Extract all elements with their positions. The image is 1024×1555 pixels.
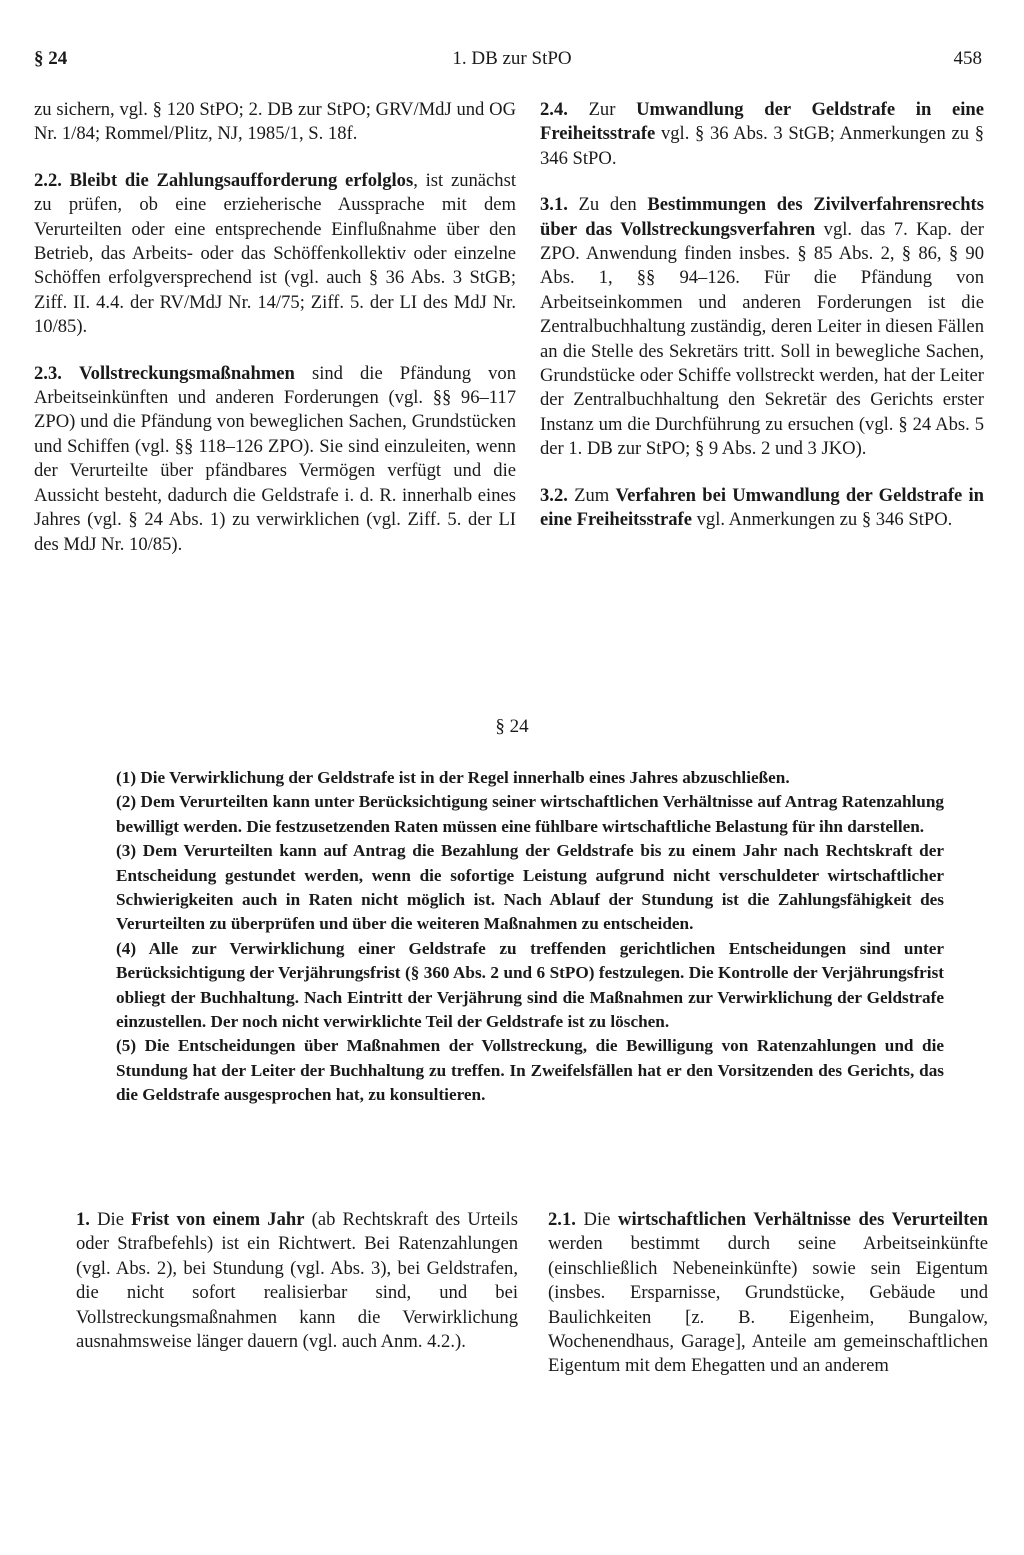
emphasis: Frist von einem Jahr xyxy=(131,1209,305,1230)
commentary-bottom-left xyxy=(76,1208,518,1376)
law-clause: (1) Die Verwirklichung der Geldstrafe ist in der Regel innerhalb eines Jahres abzuschließen. xyxy=(116,768,790,787)
law-text xyxy=(116,766,944,1108)
emphasis: Vollstreckungsmaßnahmen xyxy=(78,362,295,384)
para-number: 3.1. xyxy=(540,194,568,216)
emphasis: Bleibt die Zahlungsaufforderung erfolglos xyxy=(69,169,414,191)
law-clause: (5) Die Entscheidungen über Maßnahmen der Vollstreckung, die Bewilligung von Ratenzahlungen und die Stundung hat der Leiter der Buchhaltung zu treffen. In Zweifelsfällen hat er den Vorsitzenden des Gerichts, das die Geldstrafe ausgesprochen hat, zu konsultieren. xyxy=(116,1036,944,1105)
emphasis: wirtschaftlichen Verhältnisse des Verurteilten xyxy=(618,1209,988,1230)
paragraph xyxy=(34,169,516,340)
header-title: 1. DB zur StPO xyxy=(452,48,572,69)
law-clause: (4) Alle zur Verwirklichung einer Geldstrafe zu treffenden gerichtlichen Entscheidungen sind unter Berücksichtigung der Verjährungsfrist (§ 360 Abs. 2 und 6 StPO) festzulegen. Die Kontrolle der Verjährungsfrist obliegt der Buchhaltung. Nach Eintritt der Verjährung sind die Maßnahmen zur Verwirklichung der Geldstrafe einzustellen. Der noch nicht verwirklichte Teil der Geldstrafe ist zu löschen. xyxy=(116,938,944,1032)
para-text: werden bestimmt durch seine Arbeitseinkünfte (einschließlich Nebeneinkünfte) sowie sein Eigentum (insbes. Ersparnisse, Grundstücke, Gebäude und Baulichkeiten [z. B. Eigenheim, Bungalow, Wochenendhaus, Garage], Anteile am gemeinschaftlichen Eigentum mit dem Ehegatten und an anderem xyxy=(548,1233,988,1377)
paragraph xyxy=(34,362,516,557)
para-text: , ist zunächst zu prüfen, ob eine erzieherische Aussprache mit dem Verurteilten oder eine entsprechende Einflußnahme über den Betrieb, das Arbeits- oder das Schöffenkollektiv oder einzelne Schöffen erfolgversprechend ist (vgl. auch § 36 Abs. 3 StGB; Ziff. II. 4.4. der RV/MdJ Nr. 14/75; Ziff. 5. der LI des MdJ Nr. 10/85). xyxy=(34,169,516,338)
paragraph xyxy=(76,1208,518,1354)
para-text: (ab Rechtskraft des Urteils oder Strafbefehls) ist ein Richtwert. Bei Ratenzahlungen (vgl. Abs. 2), bei Stundung (vgl. Abs. 3), bei Geldstrafen, die nicht sofort realisierbar sind, und bei Vollstreckungsmaßnahmen kann die Verwirklichung ausnahmsweise länger dauern (vgl. auch Anm. 4.2.). xyxy=(76,1209,518,1353)
law-clause: (2) Dem Verurteilten kann unter Berücksichtigung seiner wirtschaftlichen Verhältnisse auf Antrag Ratenzahlung bewilligt werden. Die festzusetzenden Raten müssen eine fühlbare wirtschaftliche Belastung für ihn darstellen. xyxy=(116,792,944,836)
emphasis: Umwandlung der Geldstrafe in eine Freiheitsstrafe xyxy=(540,99,984,145)
para-text: vgl. Anmerkungen zu § 346 StPO. xyxy=(691,509,953,531)
commentary-bottom-right xyxy=(548,1208,988,1401)
paragraph xyxy=(548,1208,988,1379)
header-section: § 24 xyxy=(34,48,68,69)
emphasis: Verfahren bei Umwandlung der Geldstrafe in eine Freiheitsstrafe xyxy=(540,484,984,531)
section-heading: § 24 xyxy=(495,716,529,737)
emphasis: Bestimmungen des Zivilverfahrensrechts über das Vollstreckungsverfahren xyxy=(540,194,984,240)
para-text: sind die Pfändung von Arbeitseinkünften und anderen Forderungen (vgl. §§ 96–117 ZPO) und die Pfändung von beweglichen Sachen, Grundstücken und Schiffen (vgl. §§ 118–126 ZPO). Sie sind einzuleiten, wenn der Verurteilte über pfändbares Vermögen verfügt und die Aussicht besteht, dadurch die Geldstrafe i. d. R. innerhalb eines Jahres (vgl. § 24 Abs. 1) zu verwirklichen (vgl. Ziff. 5. der LI des MdJ Nr. 10/85). xyxy=(34,362,516,555)
paragraph xyxy=(540,484,984,533)
para-number: 2.3. xyxy=(34,362,62,384)
para-text: Zur xyxy=(567,99,637,120)
paragraph: zu sichern, vgl. § 120 StPO; 2. DB zur StPO; GRV/MdJ und OG Nr. 1/84; Rommel/Plitz, NJ, 1985/1, S. 18f. xyxy=(34,99,516,145)
commentary-top-left xyxy=(34,98,516,579)
para-number: 1. xyxy=(76,1209,90,1230)
para-text: Zum xyxy=(567,484,616,506)
paragraph xyxy=(540,98,984,171)
para-number: 3.2. xyxy=(540,484,568,506)
paragraph xyxy=(540,193,984,461)
commentary-top-right xyxy=(540,98,984,555)
para-number: 2.1. xyxy=(548,1209,576,1230)
para-number: 2.2. xyxy=(34,169,62,191)
para-text: Zu den xyxy=(567,194,648,216)
law-clause: (3) Dem Verurteilten kann auf Antrag die Bezahlung der Geldstrafe bis zu einem Jahr nach Rechtskraft der Entscheidung gestundet werden, wenn die sofortige Leistung aufgrund nicht verschuldeter wirtschaftlicher Schwierigkeiten auch in Raten nicht möglich ist. Nach Ablauf der Stundung ist die Zahlungsfähigkeit des Verurteilten zu überprüfen und über die weiteren Maßnahmen zu entscheiden. xyxy=(116,841,944,934)
para-text: vgl. § 36 Abs. 3 StGB; Anmerkungen zu § 346 StPO. xyxy=(540,123,984,169)
page-number: 458 xyxy=(953,48,982,69)
para-number: 2.4. xyxy=(540,99,568,120)
para-text: vgl. das 7. Kap. der ZPO. Anwendung finden insbes. § 85 Abs. 2, § 86, § 90 Abs. 1, §§ 94–126. Für die Pfändung von Arbeitseinkommen und anderen Forderungen ist die Zentralbuchhaltung zuständig, deren Leiter in diesen Fällen an die Stelle des Sekretärs tritt. Soll in bewegliche Sachen, Grundstücke oder Schiffe vollstreckt werden, hat der Leiter der Zentralbuchhaltung den Sekretär des Gerichts erster Instanz um die Durchführung zu ersuchen (vgl. § 24 Abs. 5 der 1. DB zur StPO; § 9 Abs. 2 und 3 JKO). xyxy=(540,218,984,460)
para-text: Die xyxy=(89,1209,132,1230)
para-text: Die xyxy=(575,1209,619,1230)
